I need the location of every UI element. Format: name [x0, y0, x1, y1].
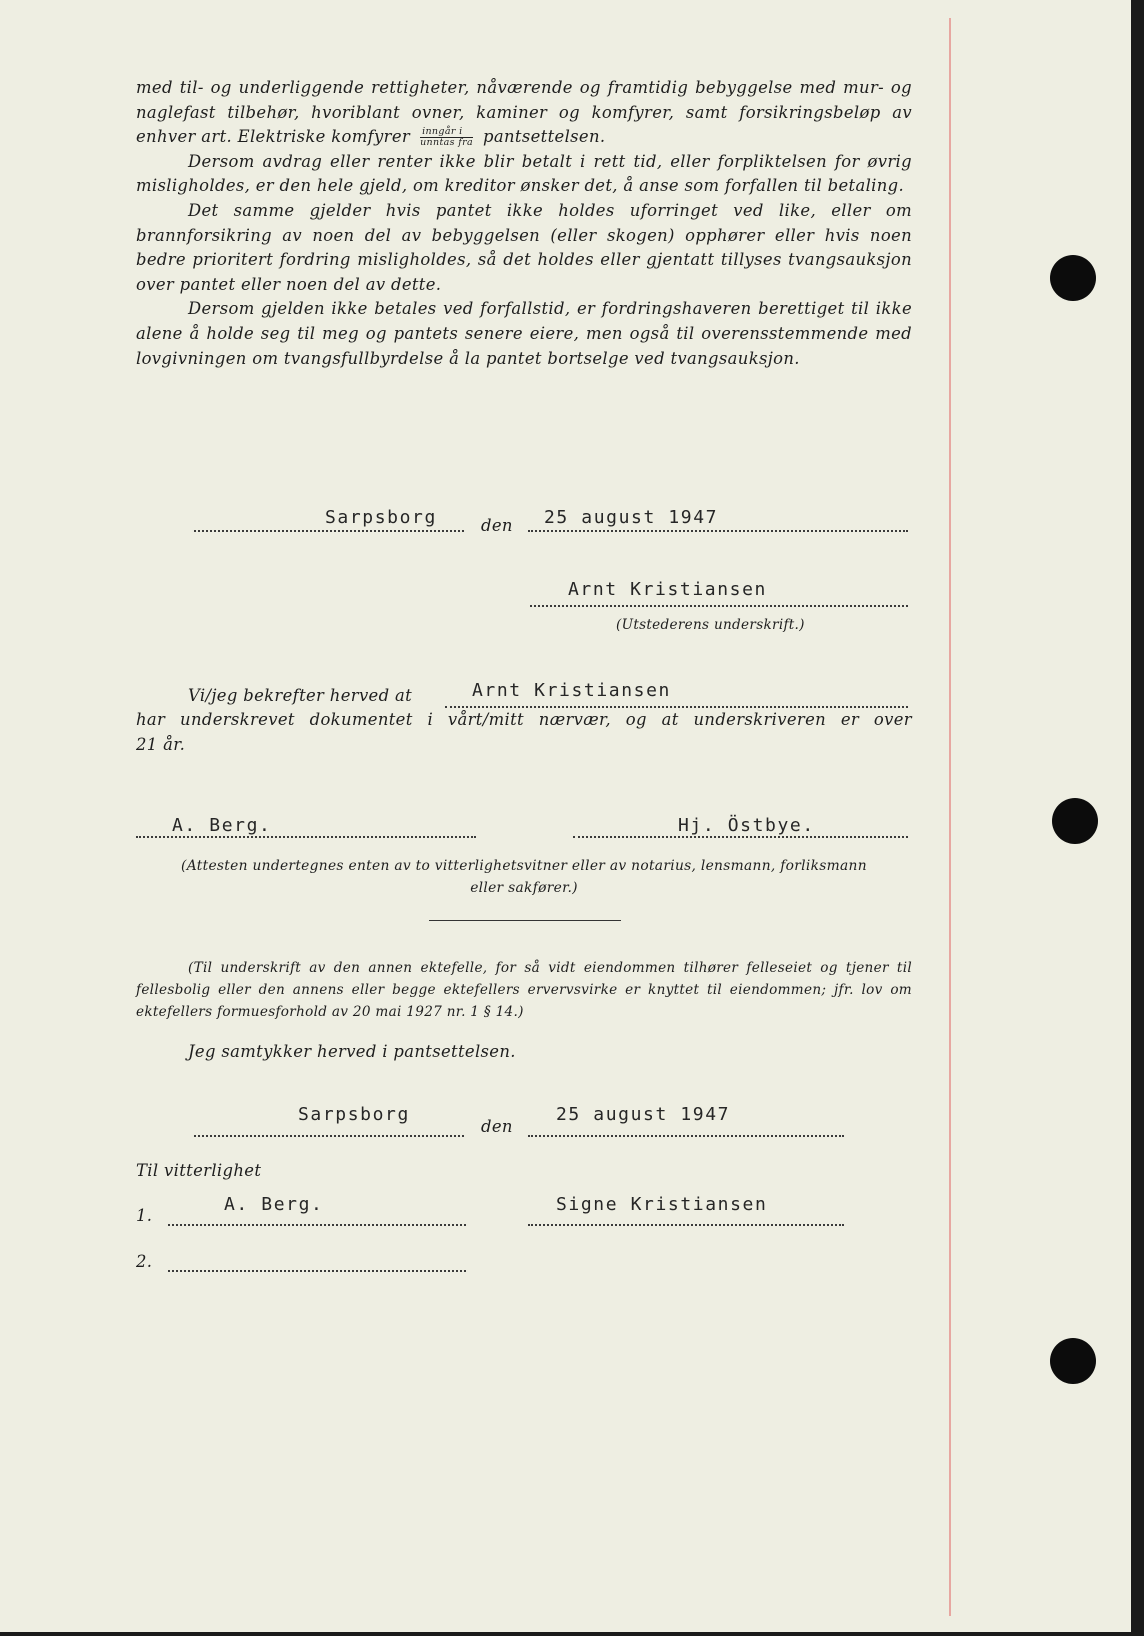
paragraph-1: med til- og underliggende rettigheter, nåværende og framtidig bebyggelse med mur- og naglefast tilbehør, hvoriblant ovner, kaminer og komfyrer, samt forsikringsbeløp av enhver art. Elektriske komfyrer $\frac{\text{inngår i}}{\text{unntas fra}}$ pantsettelsen.: [136, 78, 912, 149]
consent-witness-number-2: 2.: [136, 1252, 153, 1271]
paragraph-2: Dersom avdrag eller renter ikke blir betalt i rett tid, eller forpliktelsen for øvrig misligholdes, er den hele gjeld, om kreditor ønsker det, å anse som forfallen til betaling.: [136, 151, 912, 196]
punch-hole-bottom: [1050, 1338, 1096, 1384]
consent-witness-2-line: [168, 1250, 466, 1272]
paragraph-4: Dersom gjelden ikke betales ved forfallstid, er fordringshaveren berettiget til ikke alene å holde seg til meg og pantets senere eiere, men også til overensstemmende med lovgivningen om tvangsfullbyrdelse å la pantet bortselge ved tvangsauksjon.: [136, 299, 912, 368]
fraction-choice: $\frac{\text{inngår i}}{\text{unntas fra}}$: [420, 126, 474, 149]
confirmation-name: Arnt Kristiansen: [472, 680, 671, 701]
terms-text: [136, 76, 912, 371]
spouse-note: (Til underskrift av den annen ektefelle, for så vidt eiendommen tilhører felleseiet og tjener til fellesbolig eller den annens eller begge ektefellers ervervsvirke er knyttet til eiendommen; jfr. lov om ektefellers formuesforhold av 20 mai 1927 nr. 1 § 14.): [136, 960, 912, 1020]
issuer-date: 25 august 1947: [544, 507, 719, 528]
paragraph-3: Det samme gjelder hvis pantet ikke holdes uforringet ved like, eller om brannforsikring av noen del av bebyggelsen (eller skogen) opphører eller hvis noen bedre prioritert fordring misligholdes, så det holdes eller gjentatt tillyses tvangsauksjon over pantet eller noen del av dette.: [136, 200, 912, 294]
section-divider: [429, 920, 621, 921]
witness-caption: (Attesten undertegnes enten av to vitterlighetsvitner eller av notarius, lensmann, forliksmann eller sakfører.): [181, 858, 867, 896]
confirmation-line-2: har underskrevet dokumentet i vårt/mitt nærvær, og at underskriveren er over: [136, 710, 912, 729]
spouse-signature: Signe Kristiansen: [556, 1194, 768, 1215]
issuer-signature: Arnt Kristiansen: [568, 579, 767, 600]
consent-text: Jeg samtykker herved i pantsettelsen.: [188, 1042, 516, 1061]
red-margin-line: [949, 18, 951, 1616]
consent-den-label: den: [481, 1117, 513, 1136]
witness-1-signature: A. Berg.: [172, 815, 272, 836]
punch-hole-top: [1050, 255, 1096, 301]
consent-witness-number-1: 1.: [136, 1206, 153, 1225]
issuer-den-label: den: [481, 516, 513, 535]
til-vitterlighet-label: Til vitterlighet: [136, 1161, 262, 1180]
consent-witness-1-signature: A. Berg.: [224, 1194, 324, 1215]
issuer-signature-caption: (Utstederens underskrift.): [616, 617, 805, 633]
issuer-place: Sarpsborg: [325, 507, 437, 528]
confirmation-prefix: Vi/jeg bekrefter herved at: [188, 686, 413, 705]
punch-hole-middle: [1052, 798, 1098, 844]
consent-place: Sarpsborg: [298, 1104, 410, 1125]
witness-2-signature: Hj. Östbye.: [678, 815, 815, 836]
consent-date: 25 august 1947: [556, 1104, 731, 1125]
confirmation-line-3: 21 år.: [136, 735, 186, 754]
